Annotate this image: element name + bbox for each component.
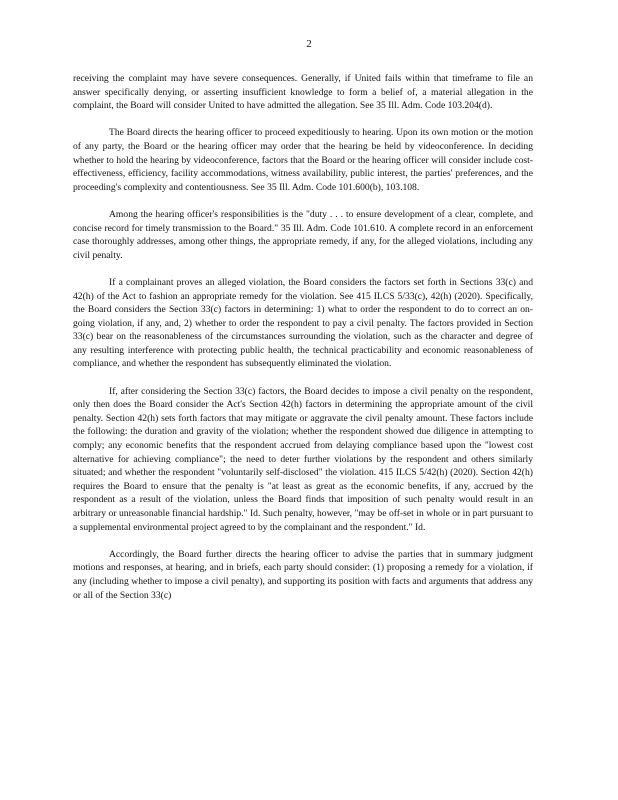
paragraph-party-directions: Accordingly, the Board further directs the hearing officer to advise the parties that in summary judgment motions and responses, at hearing, and in briefs, each party should consider: (1) proposing a remedy for a violation, if any (including whether to impose a civil penalty), and supporting its position with facts and arguments that address any or all of the Section 33(c) (73, 548, 533, 601)
paragraph-hearing-videoconference: The Board directs the hearing officer to proceed expeditiously to hearing. Upon its own motion or the motion of any party, the Board or the hearing officer may order that the hearing be held by videoconference. In deciding whether to hold the hearing by videoconference, factors that the Board or the hearing officer will consider include cost-effectiveness, efficiency, facility accommodations, witness availability, public interest, the parties' preferences, and the proceeding's complexity and contentiousness. See 35 Ill. Adm. Code 101.600(b), 103.108. (73, 127, 533, 193)
paragraph-answer-deadline: receiving the complaint may have severe consequences. Generally, if United fails within that timeframe to file an answer specifically denying, or asserting insufficient knowledge to form a belief of, a material allegation in the complaint, the Board will consider United to have admitted the allegation. See 35 Ill. Adm. Code 103.204(d). (73, 73, 533, 112)
paragraph-remedy-factors: If a complainant proves an alleged violation, the Board considers the factors set forth in Sections 33(c) and 42(h) of the Act to fashion an appropriate remedy for the violation. See 415 ILCS 5/33(c), 42(h) (2020). Specifically, the Board considers the Section 33(c) factors in determining: 1) what to order the respondent to do to correct an on-going violation, if any, and, 2) whether to order the respondent to pay a civil penalty. The factors provided in Section 33(c) bear on the reasonableness of the circumstances surrounding the violation, such as the character and degree of any resulting interference with protecting public health, the technical practicability and economic reasonableness of compliance, and whether the respondent has subsequently eliminated the violation. (73, 276, 533, 370)
paragraph-hearing-officer-duty: Among the hearing officer's responsibilities is the "duty . . . to ensure development of a clear, complete, and concise record for timely transmission to the Board." 35 Ill. Adm. Code 101.610. A complete record in an enforcement case thoroughly addresses, among other things, the appropriate remedy, if any, for the alleged violations, including any civil penalty. (73, 208, 533, 261)
paragraph-civil-penalty: If, after considering the Section 33(c) factors, the Board decides to impose a civil penalty on the respondent, only then does the Board consider the Act's Section 42(h) factors in determining the appropriate amount of the civil penalty. Section 42(h) sets forth factors that may mitigate or aggravate the civil penalty amount. These factors include the following: the duration and gravity of the violation; whether the respondent showed due diligence in attempting to comply; any economic benefits that the respondent accrued from delaying compliance based upon the "lowest cost alternative for achieving compliance"; the need to deter further violations by the respondent and others similarly situated; and whether the respondent "voluntarily self-disclosed" the violation. 415 ILCS 5/42(h) (2020). Section 42(h) requires the Board to ensure that the penalty is "at least as great as the economic benefits, if any, accrued by the respondent as a result of the violation, unless the Board finds that imposition of such penalty would result in an arbitrary or unreasonable financial hardship." Id. Such penalty, however, "may be off-set in whole or in part pursuant to a supplemental environmental project agreed to by the complainant and the respondent." Id. (73, 385, 533, 533)
body-text (73, 72, 533, 616)
page-number: 2 (306, 38, 312, 50)
